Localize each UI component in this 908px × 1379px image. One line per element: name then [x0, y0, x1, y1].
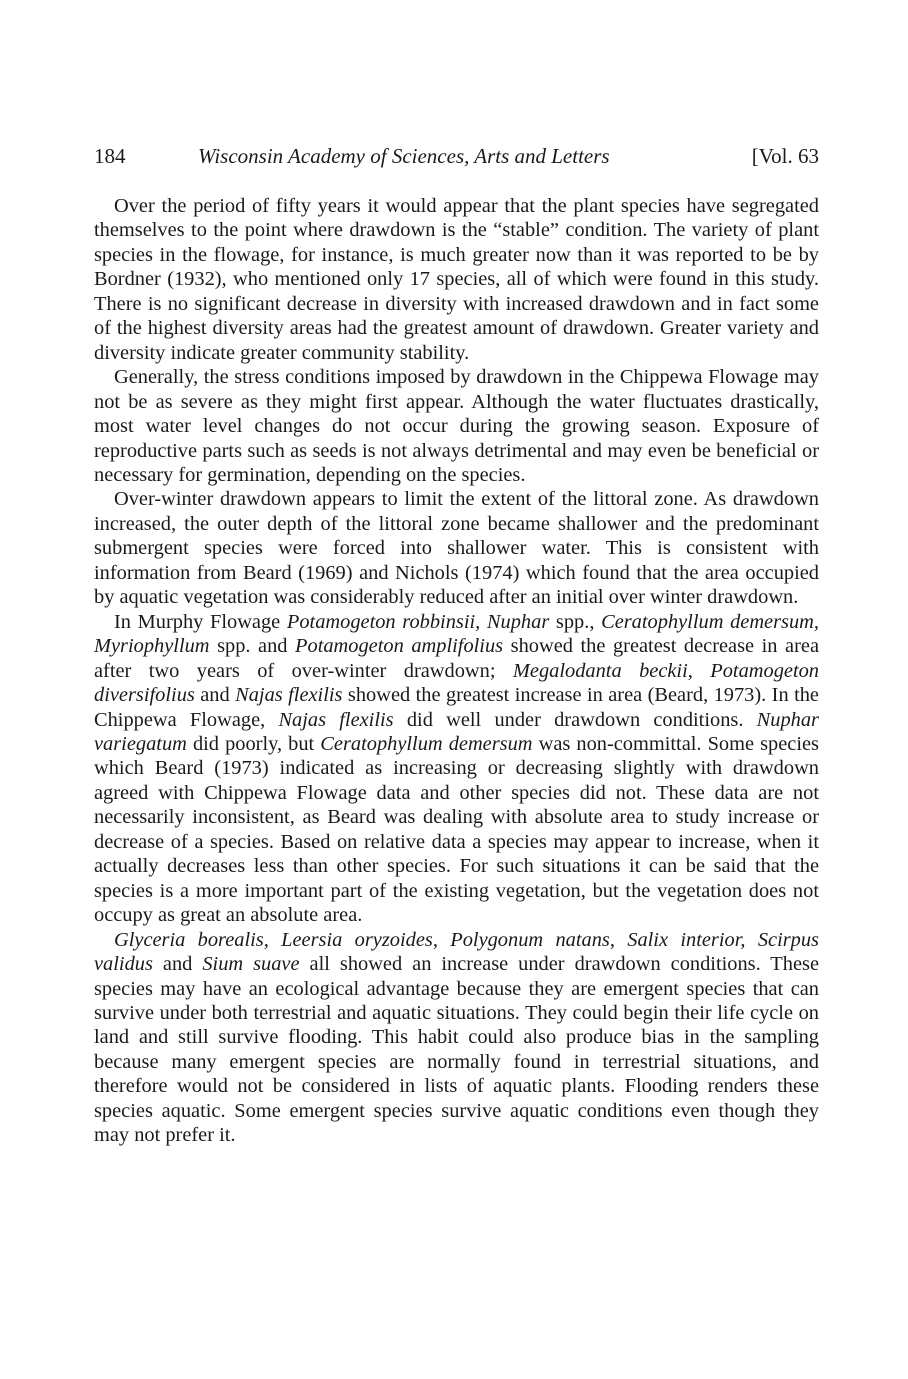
text-run: Over the period of fifty years it would appear that the plant species have segregated themselves to the point where drawdown is the “stable” condition. The variety of plant species in the flowage, for instance, is much greater now than it was reported to be by Bordner (1932), who mentioned only 17 species, all of which were found in this study. There is no significant decrease in diversity with increased drawdown and in fact some of the highest diversity areas had the greatest amount of drawdown. Greater variety and diversity indicate greater community stability.	[94, 195, 819, 364]
species-name: Megalodanta beckii, Potamogeton diversifolius	[94, 659, 820, 707]
paragraph	[94, 194, 819, 365]
species-name: Najas flexilis	[235, 684, 343, 707]
text-run: did well under drawdown conditions.	[393, 708, 757, 731]
text-run: all showed an increase under drawdown conditions. These species may have an ecological advantage because they are emergent species that can survive under both terrestrial and aquatic situations. They could begin their life cycle on land and still survive flooding. This habit could also produce bias in the sampling because many emergent species are normally found in terrestrial situations, and therefore would not be considered in lists of aquatic plants. Flooding renders these species aquatic. Some emergent species survive aquatic conditions even though they may not prefer it.	[94, 953, 819, 1147]
species-name: Ceratophyllum demersum, Myriophyllum	[94, 610, 819, 658]
text-run: was non-committal. Some species which Beard (1973) indicated as increasing or decreasing slightly with drawdown agreed with Chippewa Flowage data and other species did not. These data are not necessarily inconsistent, as Beard was dealing with absolute area to study increase or decrease of a species. Based on relative data a species may appear to increase, when it actually decreases less than other species. For such situations it can be said that the species is a more important part of the existing vegetation, but the vegetation does not occupy as great an absolute area.	[94, 732, 819, 927]
text-run: spp. and	[209, 635, 296, 658]
species-name: Sium suave	[202, 953, 300, 976]
running-head	[94, 142, 819, 170]
body-text	[94, 194, 819, 1148]
document-page	[94, 142, 819, 1148]
text-run: and	[194, 684, 236, 707]
text-run: Over-winter drawdown appears to limit the extent of the littoral zone. As drawdown increased, the outer depth of the littoral zone became shallower and the predominant submergent species were forced into shallower water. This is consistent with information from Beard (1969) and Nichols (1974) which found that the area occupied by aquatic vegetation was considerably reduced after an initial over winter drawdown.	[94, 488, 819, 609]
text-run: Generally, the stress conditions imposed by drawdown in the Chippewa Flowage may not be as severe as they might first appear. Although the water fluctuates drastically, most water level changes do not occur during the growing season. Exposure of reproductive parts such as seeds is not always detrimental and may even be beneficial or necessary for germination, depending on the species.	[94, 366, 819, 486]
paragraph	[94, 487, 819, 609]
species-name: Potamogeton amplifolius	[295, 635, 504, 658]
journal-title: Wisconsin Academy of Sciences, Arts and Letters	[198, 144, 610, 168]
text-run: showed the greatest decrease in area after two years of over-winter drawdown;	[94, 635, 819, 682]
species-name: Glyceria borealis, Leersia oryzoides, Polygonum natans, Salix interior, Scirpus validus	[94, 928, 819, 976]
text-run: showed the greatest increase in area (Beard, 1973). In the Chippewa Flowage,	[94, 684, 819, 731]
species-name: Najas flexilis	[278, 708, 394, 731]
paragraph	[94, 610, 819, 928]
species-name: Nuphar variegatum	[94, 708, 819, 755]
volume-label: [Vol. 63	[751, 144, 819, 168]
text-run: and	[152, 953, 203, 976]
text-run: did poorly, but	[186, 732, 321, 755]
text-run: In Murphy Flowage	[114, 610, 287, 633]
species-name: Ceratophyllum demersum	[320, 732, 533, 755]
page-number: 184	[94, 144, 126, 168]
paragraph	[94, 365, 819, 487]
text-run: spp.,	[549, 610, 602, 633]
species-name: Potamogeton robbinsii, Nuphar	[286, 610, 550, 633]
paragraph	[94, 928, 819, 1148]
